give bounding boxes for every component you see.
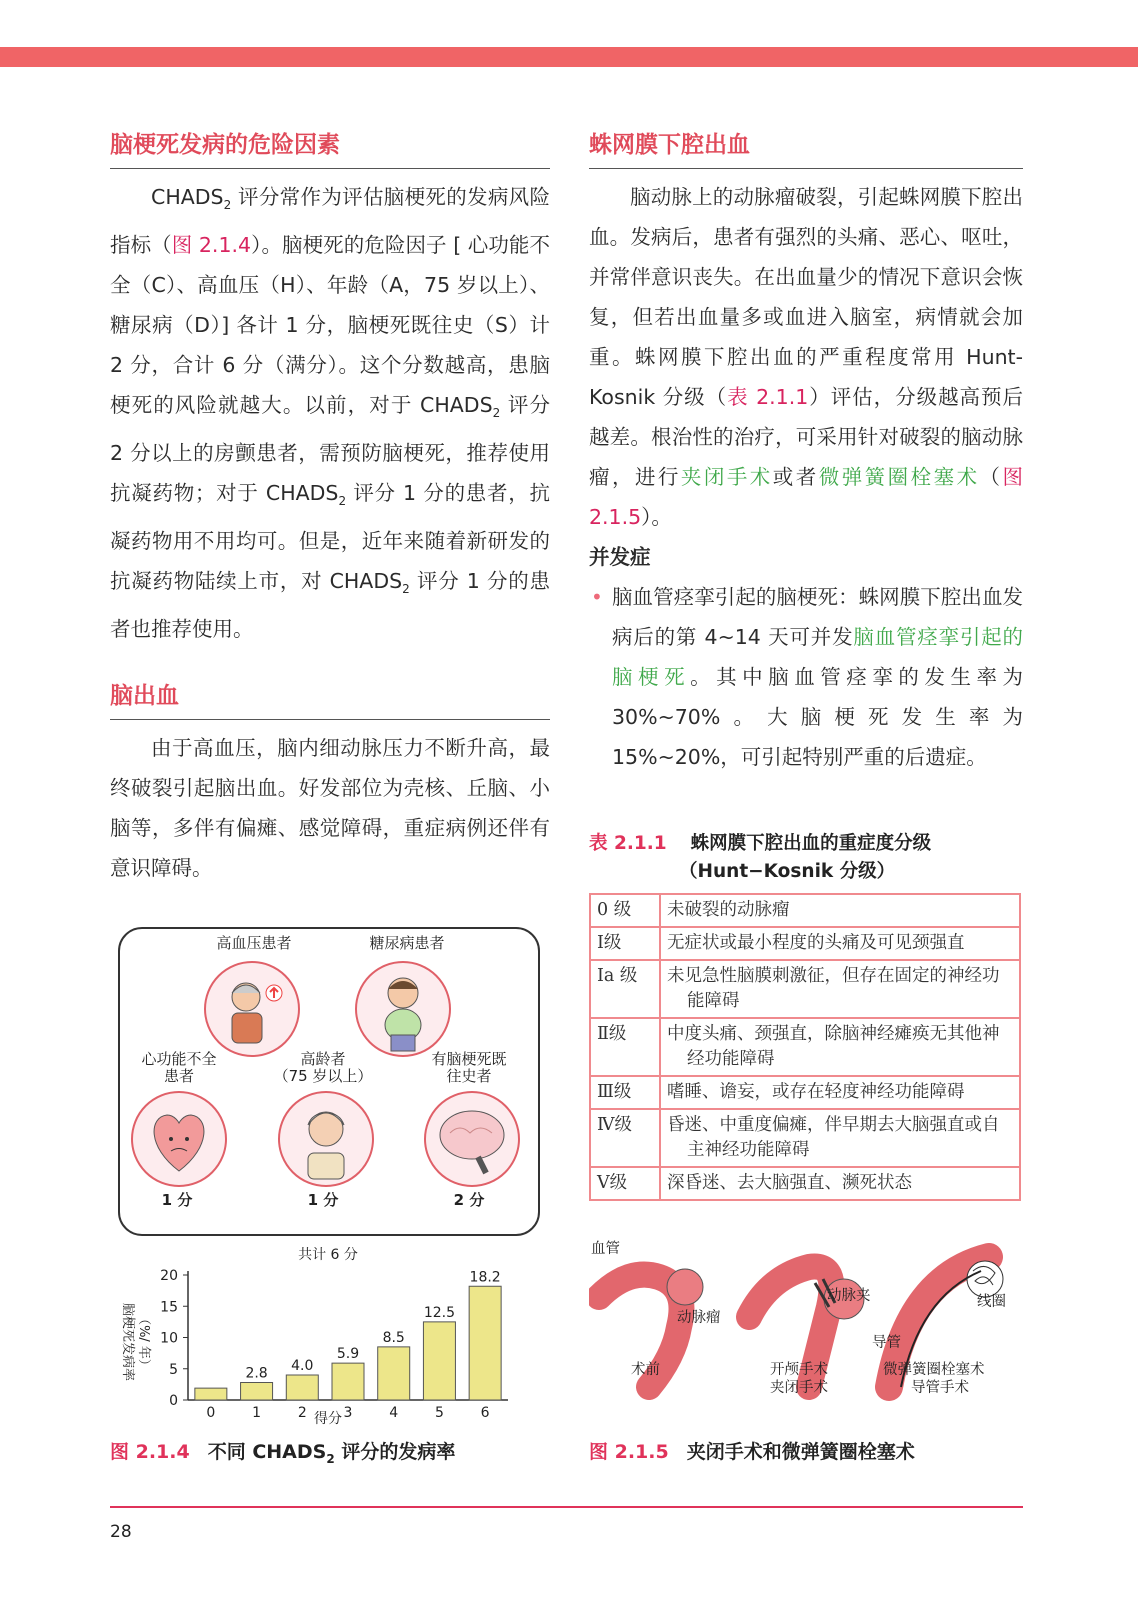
description-cell: 无症状或最小程度的头痛及可见颈强直 xyxy=(660,927,1020,960)
y-tick-label: 10 xyxy=(160,1330,178,1347)
label-diabetes: 糖尿病患者 xyxy=(369,934,445,952)
top-color-bar xyxy=(0,47,1138,67)
grade-cell: Ⅰa 级 xyxy=(590,960,660,1018)
score-two: 1 分 xyxy=(307,1191,339,1209)
figure-reference-2-1-5[interactable]: 图 2.1.5 xyxy=(589,465,1024,529)
y-tick-label: 20 xyxy=(160,1268,178,1284)
label-catheter: 导管 xyxy=(872,1335,901,1351)
page-number: 28 xyxy=(110,1522,132,1542)
data-label: 12.5 xyxy=(423,1304,456,1321)
grade-cell: Ⅱ级 xyxy=(590,1018,660,1076)
description-cell: 深昏迷、去大脑强直、濒死状态 xyxy=(660,1167,1020,1200)
table-row xyxy=(590,1167,1020,1200)
label-clip: 动脉夹 xyxy=(827,1288,871,1304)
grade-cell: Ⅴ级 xyxy=(590,1167,660,1200)
data-label: 8.5 xyxy=(382,1329,405,1346)
table-title: 表 2.1.1 蛛网膜下腔出血的重症度分级 （Hunt−Kosnik 分级） xyxy=(589,833,932,882)
section-title-risk-factors: 脑梗死发病的危险因素 xyxy=(110,128,550,169)
x-tick-label: 2 xyxy=(297,1405,307,1421)
bar-5 xyxy=(423,1322,455,1400)
y-tick-label: 15 xyxy=(160,1299,178,1316)
label-craniotomy-1: 开颅手术 xyxy=(770,1362,828,1378)
section-title-cerebral-hemorrhage: 脑出血 xyxy=(110,679,550,720)
description-cell: 中度头痛、颈强直，除脑神经瘫痪无其他神 经功能障碍 xyxy=(660,1018,1020,1076)
x-axis-label: 得分 xyxy=(314,1411,342,1427)
bar-0 xyxy=(195,1388,227,1400)
data-label: 18.2 xyxy=(469,1269,501,1286)
keyword-vasospasm: 脑血管痉挛引起的脑梗死 xyxy=(612,625,1023,689)
sah-paragraph: 脑动脉上的动脉瘤破裂，引起蛛网膜下腔出血。发病后，患者有强烈的头痛、恶心、呕吐，并常伴意识丧失。在出血量少的情况下意识会恢复，但若出血量多或血进入脑室，病情就会加重。蛛网膜下腔出血的严重程度常用 Hunt-Kosnik 分级（表 2.1.1）评估，分级越高预后越差。根治性的治疗，可采用针对破裂的脑动脉瘤，进行夹闭手术或者微弹簧圈栓塞术（图 2.1.5）。 xyxy=(589,185,1024,529)
grade-cell: Ⅳ级 xyxy=(590,1109,660,1167)
hunt-kosnik-table xyxy=(589,893,1021,1201)
surgery-figure xyxy=(589,1237,1029,1427)
label-preop: 术前 xyxy=(631,1362,660,1378)
table-reference[interactable]: 表 2.1.1 xyxy=(727,385,809,409)
x-tick-label: 0 xyxy=(206,1405,216,1421)
right-column xyxy=(589,128,1023,777)
label-embolization-2: 导管手术 xyxy=(911,1380,969,1396)
risk-factors-paragraph: $CHADS_2$ 评分常作为评估脑梗死的发病风险指标（图 2.1.4）。脑梗死的危险因子 [ 心功能不全（C）、高血压（H）、年龄（A，75 岁以上）、糖尿病（D）] 各计 1 分，脑梗死既往史（S）计 2 分，合计 6 分（满分）。这个分数越高，患脑梗死的风险就越大。以前，对于 $CHADS_2$ 评分 2 分以上的房颤患者，需预防脑梗死，推荐使用抗凝药物；对于 $CHADS_2$ 评分 1 分的患者，抗凝药物用不用均可。但是，近年来随着新研发的抗凝药物陆续上市，对 $CHADS_2$ 评分 1 分的患者也推荐使用。 xyxy=(110,185,551,642)
y-tick-label: 0 xyxy=(169,1393,178,1409)
bar-2 xyxy=(286,1375,318,1400)
label-stroke-history: 有脑梗死既 往史者 xyxy=(431,1050,507,1085)
description-cell: 未破裂的动脉瘤 xyxy=(660,894,1020,927)
bar-3 xyxy=(332,1363,364,1400)
score-three: 2 分 xyxy=(453,1191,485,1209)
description-cell: 未见急性脑膜刺激征，但存在固定的神经功 能障碍 xyxy=(660,960,1020,1018)
data-label: 4.0 xyxy=(291,1358,314,1374)
bar-6 xyxy=(469,1286,501,1400)
x-tick-label: 5 xyxy=(434,1405,444,1421)
keyword-clipping: 夹闭手术 xyxy=(680,465,773,489)
data-label: 2.8 xyxy=(245,1365,268,1382)
label-heart-failure: 心功能不全 患者 xyxy=(141,1050,217,1085)
y-axis-label: 脑梗死发病率 xyxy=(120,1302,135,1382)
keyword-coiling: 微弹簧圈栓塞术 xyxy=(818,465,980,489)
heart-illustration xyxy=(131,1091,227,1187)
table-row xyxy=(590,894,1020,927)
chart-title: 共计 6 分 xyxy=(298,1247,358,1263)
hypertension-patient-illustration xyxy=(204,961,300,1057)
grade-cell: Ⅲ级 xyxy=(590,1076,660,1109)
table-row xyxy=(590,1018,1020,1076)
label-elderly: 高龄者 （75 岁以上） xyxy=(273,1050,373,1085)
bar-1 xyxy=(241,1383,273,1401)
label-coil: 线圈 xyxy=(977,1294,1006,1310)
risk-factor-figure xyxy=(118,927,540,1236)
bar-4 xyxy=(378,1347,410,1400)
x-tick-label: 3 xyxy=(343,1405,353,1421)
x-tick-label: 4 xyxy=(389,1405,399,1421)
data-label: 5.9 xyxy=(336,1346,360,1363)
left-column xyxy=(110,128,550,888)
figure-caption-2-1-4: 图 2.1.4 不同 $CHADS_2$ 评分的发病率 xyxy=(110,1441,456,1466)
table-row xyxy=(590,927,1020,960)
label-craniotomy-2: 夹闭手术 xyxy=(770,1380,828,1396)
x-tick-label: 6 xyxy=(480,1405,490,1421)
score-one: 1 分 xyxy=(161,1191,193,1209)
chads2-bar-chart xyxy=(110,1247,530,1427)
figure-caption-2-1-5: 图 2.1.5 夹闭手术和微弹簧圈栓塞术 xyxy=(589,1441,915,1463)
description-cell: 嗜睡、谵妄，或存在轻度神经功能障碍 xyxy=(660,1076,1020,1109)
label-hypertension: 高血压患者 xyxy=(216,934,292,952)
table-row xyxy=(590,1076,1020,1109)
y-axis-label: （%/ 年） xyxy=(136,1312,151,1372)
complication-heading: 并发症 xyxy=(589,545,651,569)
label-embolization-1: 微弹簧圈栓塞术 xyxy=(883,1362,985,1378)
grade-cell: 0 级 xyxy=(590,894,660,927)
label-vessel: 血管 xyxy=(591,1241,620,1257)
bullet-dot-icon: • xyxy=(591,585,603,609)
description-cell: 昏迷、中重度偏瘫，伴早期去大脑强直或自 主神经功能障碍 xyxy=(660,1109,1020,1167)
table-row xyxy=(590,960,1020,1018)
footer-rule xyxy=(110,1506,1023,1508)
x-tick-label: 1 xyxy=(252,1405,262,1421)
elderly-person-illustration xyxy=(278,1091,374,1187)
cerebral-hemorrhage-paragraph: 由于高血压，脑内细动脉压力不断升高，最终破裂引起脑出血。好发部位为壳核、丘脑、小脑等，多伴有偏瘫、感觉障碍，重症病例还伴有意识障碍。 xyxy=(110,736,550,881)
brain-illustration xyxy=(424,1091,520,1187)
label-aneurysm: 动脉瘤 xyxy=(677,1310,721,1326)
table-row xyxy=(590,1109,1020,1167)
section-title-sah: 蛛网膜下腔出血 xyxy=(589,128,1023,169)
complication-bullet: • 脑血管痉挛引起的脑梗死：蛛网膜下腔出血发病后的第 4~14 天可并发脑血管痉挛引起的脑梗死。其中脑血管痉挛的发生率为 30%~70%。大脑梗死发生率为 15%~20%，可引起特别严重的后遗症。 xyxy=(589,577,1023,777)
grade-cell: Ⅰ级 xyxy=(590,927,660,960)
diabetes-patient-illustration xyxy=(355,961,451,1057)
figure-reference[interactable]: 图 2.1.4 xyxy=(171,233,252,258)
y-tick-label: 5 xyxy=(169,1361,178,1378)
